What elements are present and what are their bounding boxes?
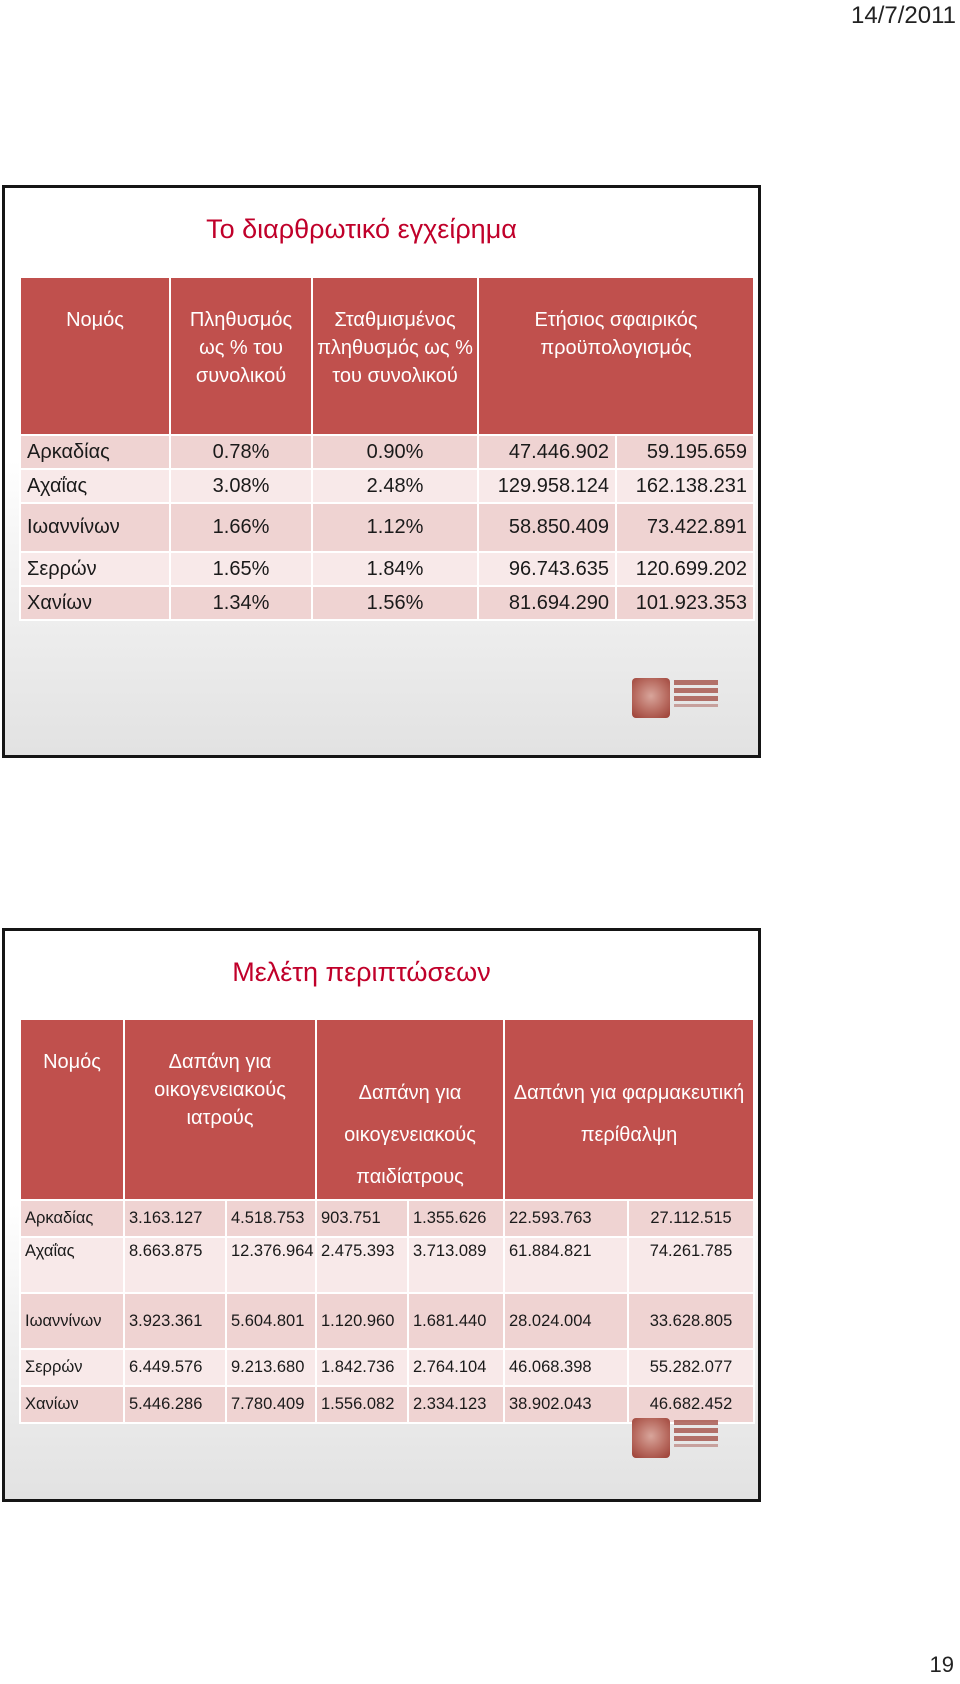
cell-value: 9.213.680 [226,1349,316,1386]
cell-value: 27.112.515 [628,1200,754,1237]
cell-value: 1.681.440 [408,1293,504,1349]
cell-prefecture: Αχαΐας [20,1237,124,1293]
cell-population-pct: 1.34% [170,586,312,620]
table-row [20,469,754,503]
slide-title: Το διαρθρωτικό εγχείρημα [206,214,517,244]
cell-budget-b: 73.422.891 [616,503,754,552]
seal-icon [632,1418,670,1458]
cell-value: 6.449.576 [124,1349,226,1386]
logo-wordmark [674,1420,718,1450]
cell-value: 1.556.082 [316,1386,408,1423]
cell-prefecture: Ιωαννίνων [20,1293,124,1349]
table-row [20,1293,754,1349]
cell-value: 3.713.089 [408,1237,504,1293]
school-logo [632,1418,718,1458]
cell-weighted-pct: 0.90% [312,435,478,469]
cell-value: 3.163.127 [124,1200,226,1237]
cell-budget-b: 59.195.659 [616,435,754,469]
cell-value: 46.682.452 [628,1386,754,1423]
cell-value: 3.923.361 [124,1293,226,1349]
cell-budget-b: 162.138.231 [616,469,754,503]
header-prefecture: Νομός [20,1019,124,1200]
cell-value: 22.593.763 [504,1200,628,1237]
cell-value: 1.842.736 [316,1349,408,1386]
slide-structural-project [2,185,761,758]
table-header-row [20,277,754,435]
cell-value: 46.068.398 [504,1349,628,1386]
cell-population-pct: 1.66% [170,503,312,552]
page-number: 19 [929,1652,954,1677]
table-row [20,586,754,620]
header-pharmaceutical-care: Δαπάνη για φαρμακευτική περίθαλψη [504,1019,754,1200]
cell-value: 2.475.393 [316,1237,408,1293]
cell-population-pct: 1.65% [170,552,312,586]
header-family-doctors: Δαπάνη για οικογενειακούς ιατρούς [124,1019,316,1200]
cell-weighted-pct: 1.12% [312,503,478,552]
table-row [20,1200,754,1237]
cell-budget-a: 58.850.409 [478,503,616,552]
cell-value: 38.902.043 [504,1386,628,1423]
cell-weighted-pct: 2.48% [312,469,478,503]
header-annual-budget: Ετήσιος σφαιρικός προϋπολογισμός [478,277,754,435]
cell-budget-b: 120.699.202 [616,552,754,586]
cell-budget-a: 81.694.290 [478,586,616,620]
cell-weighted-pct: 1.56% [312,586,478,620]
cell-value: 12.376.964 [226,1237,316,1293]
header-population-pct: Πληθυσμός ως % του συνολικού [170,277,312,435]
cell-prefecture: Χανίων [20,1386,124,1423]
page-date: 14/7/2011 [851,2,956,29]
cell-population-pct: 3.08% [170,469,312,503]
cell-prefecture: Σερρών [20,1349,124,1386]
cell-prefecture: Χανίων [20,586,170,620]
cell-value: 33.628.805 [628,1293,754,1349]
cell-value: 5.604.801 [226,1293,316,1349]
cell-budget-a: 47.446.902 [478,435,616,469]
cell-value: 28.024.004 [504,1293,628,1349]
header-family-pediatricians: Δαπάνη για οικογενειακούς παιδίατρους [316,1019,504,1200]
table-row [20,503,754,552]
cell-value: 5.446.286 [124,1386,226,1423]
cell-value: 2.334.123 [408,1386,504,1423]
cell-prefecture: Σερρών [20,552,170,586]
cell-value: 1.120.960 [316,1293,408,1349]
cell-prefecture: Ιωαννίνων [20,503,170,552]
cell-weighted-pct: 1.84% [312,552,478,586]
cell-prefecture: Αχαΐας [20,469,170,503]
logo-wordmark [674,680,718,710]
cell-value: 1.355.626 [408,1200,504,1237]
cell-value: 55.282.077 [628,1349,754,1386]
table-row [20,1349,754,1386]
cell-budget-a: 96.743.635 [478,552,616,586]
table-row [20,1237,754,1293]
cell-value: 74.261.785 [628,1237,754,1293]
header-prefecture: Νομός [20,277,170,435]
cell-value: 2.764.104 [408,1349,504,1386]
seal-icon [632,678,670,718]
cell-value: 4.518.753 [226,1200,316,1237]
table-row [20,435,754,469]
cell-budget-a: 129.958.124 [478,469,616,503]
cell-value: 8.663.875 [124,1237,226,1293]
school-logo [632,678,718,718]
table-row [20,552,754,586]
budget-table [19,276,755,621]
slide-case-studies [2,928,761,1502]
slide-title: Μελέτη περιπτώσεων [232,957,491,987]
table-header-row [20,1019,754,1200]
cell-value: 903.751 [316,1200,408,1237]
cell-prefecture: Αρκαδίας [20,435,170,469]
cell-value: 7.780.409 [226,1386,316,1423]
cell-value: 61.884.821 [504,1237,628,1293]
cell-population-pct: 0.78% [170,435,312,469]
header-weighted-population-pct: Σταθμισμένος πληθυσμός ως % του συνολικού [312,277,478,435]
cell-prefecture: Αρκαδίας [20,1200,124,1237]
cell-budget-b: 101.923.353 [616,586,754,620]
expenditure-table [19,1018,755,1424]
